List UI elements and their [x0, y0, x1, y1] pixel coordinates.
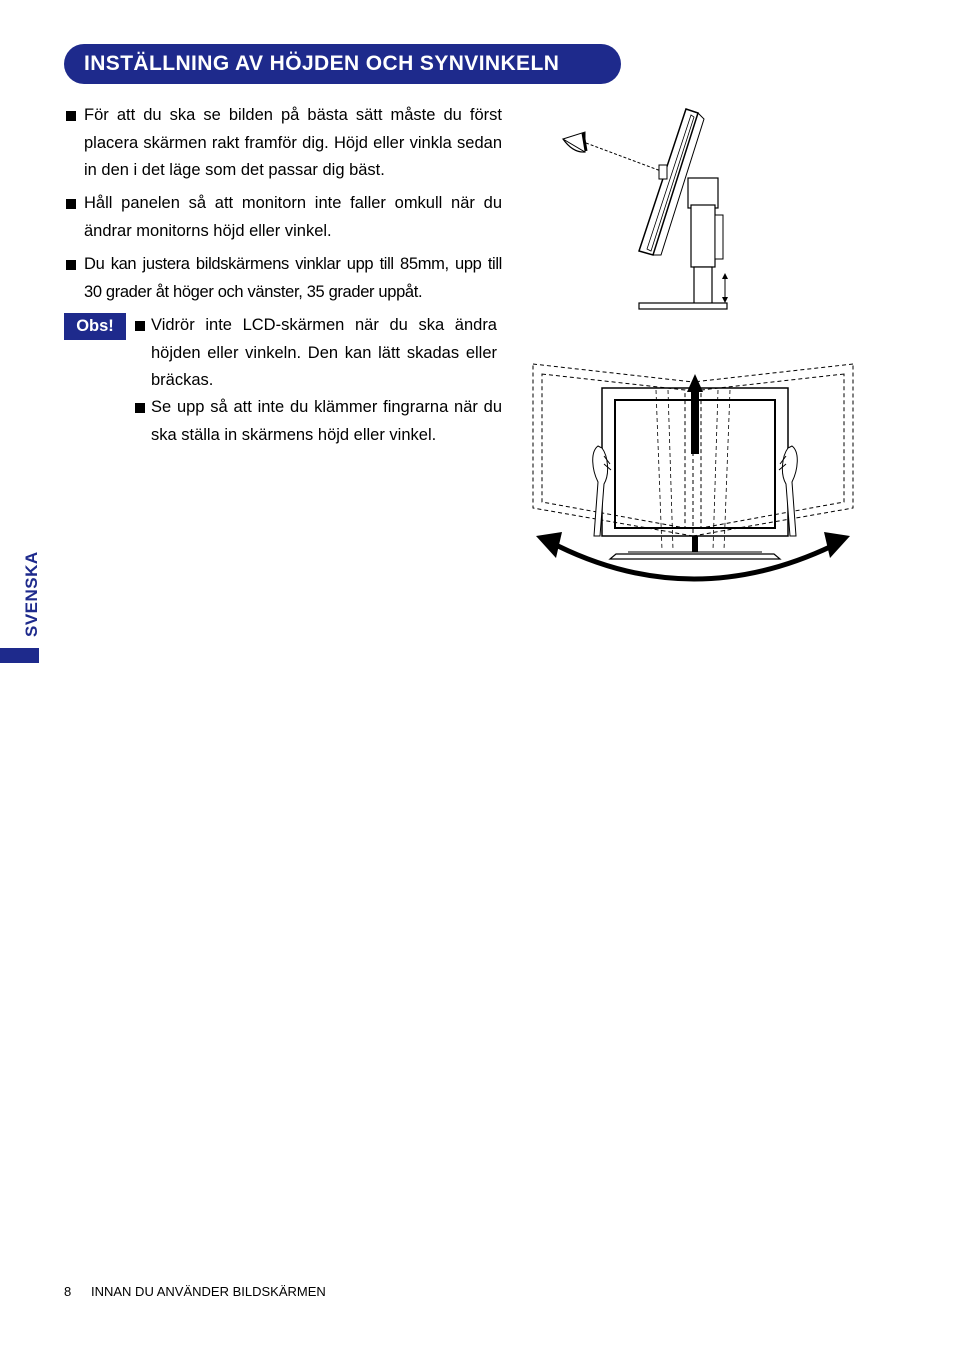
eye-icon: [563, 132, 586, 152]
obs-text-2: Se upp så att inte du klämmer fingrarna när du ska ställa in skärmens höjd eller vinkel.: [151, 398, 502, 444]
height-arrow-icon: [722, 273, 728, 303]
stand-front: [610, 536, 780, 559]
sight-line: [586, 143, 661, 171]
bullet-marker: [66, 111, 76, 121]
bullet-text-3: Du kan justera bildskärmens vinklar upp till 85mm, upp till 30 grader åt höger och vänster, 35 grader uppåt.: [84, 255, 502, 301]
bullet-marker: [66, 260, 76, 270]
bullet-text-1: För att du ska se bilden på bästa sätt måste du först placera skärmen rakt framför dig. Höjd eller vinkla sedan in den i det läge som det passar dig bäst.: [84, 106, 502, 179]
bullet-marker: [66, 199, 76, 209]
bullet-marker: [135, 321, 145, 331]
front-view-illustration: [528, 360, 858, 592]
obs-text-1: Vidrör inte LCD-skärmen när du ska ändra höjden eller vinkeln. Den kan lätt skadas eller bräckas.: [151, 316, 497, 389]
side-view-illustration: [555, 105, 735, 315]
swivel-right-outline: [693, 364, 853, 536]
language-label: SVENSKA: [22, 551, 41, 637]
language-tab: [0, 648, 39, 663]
footer-section-title: INNAN DU ANVÄNDER BILDSKÄRMEN: [91, 1284, 326, 1299]
section-title: INSTÄLLNING AV HÖJDEN OCH SYNVINKELN: [64, 44, 621, 84]
bullet-text-2: Håll panelen så att monitorn inte faller omkull när du ändrar monitorns höjd eller vinkel.: [84, 194, 502, 240]
swivel-left-outline: [533, 364, 693, 536]
obs-badge: Obs!: [64, 313, 126, 340]
bullet-marker: [135, 403, 145, 413]
up-arrow-icon: [687, 374, 703, 454]
page-number: 8: [64, 1284, 72, 1299]
